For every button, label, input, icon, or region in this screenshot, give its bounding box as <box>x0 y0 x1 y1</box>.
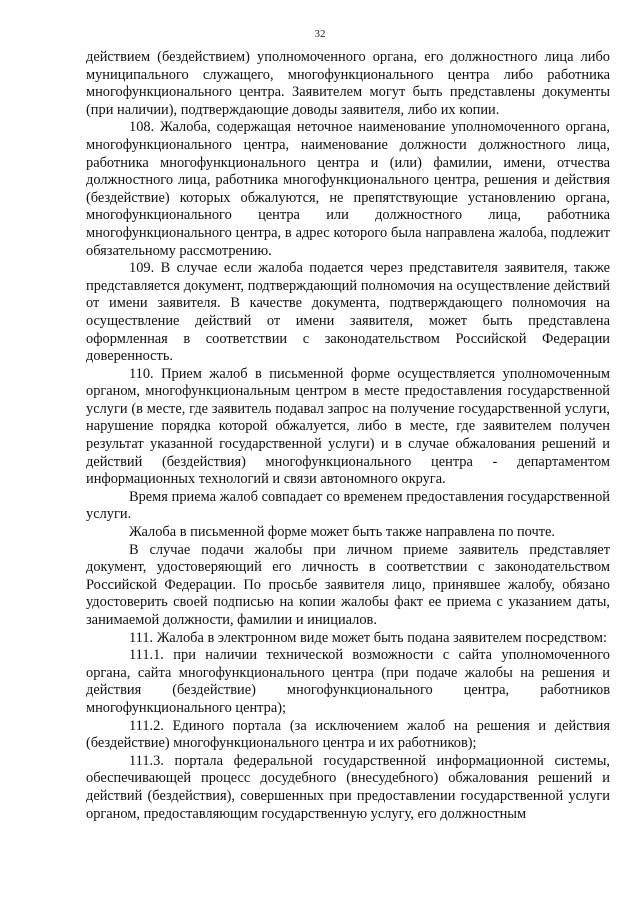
paragraph-personal-reception: В случае подачи жалобы при личном приеме заявитель представляет документ, удостоверяющий его личность в соответствии с законодательством Российской Федерации. По просьбе заявителя лицо, принявшее жалобу, обязано удостоверить своей подписью на копии жалобы факт ее приема с указанием даты, занимаемой должности, фамилии и инициалов. <box>86 541 610 628</box>
paragraph-by-mail: Жалоба в письменной форме может быть также направлена по почте. <box>129 524 556 541</box>
paragraph-111-3: 111.3. портала федеральной государственной информационной системы, обеспечивающей процесс досудебного (внесудебного) обжалования решений и действий (бездействия), совершенных при предоставлении государственной услуги органом, предоставляющим государственную услугу, его должностным <box>86 752 610 822</box>
body-text <box>86 49 610 823</box>
paragraph-111-2: 111.2. Единого портала (за исключением жалоб на решения и действия (бездействие) многофункционального центра и их работников); <box>86 717 610 752</box>
page-number: 32 <box>314 28 326 40</box>
paragraph-111-1: 111.1. при наличии технической возможности с сайта уполномоченного органа, сайта многофункционального центра (при подаче жалобы на решения и действия (бездействие) многофункционального центра, работников многофункционального центра); <box>86 647 610 716</box>
paragraph-108: 108. Жалоба, содержащая неточное наименование уполномоченного органа, многофункционального центра, наименование должности должностного лица, работника многофункционального центра и (или) фамилии, имени, отчества должностного лица, работника многофункционального центра, решения и действия (бездействие) которых обжалуются, не препятствующие установлению органа, многофункционального центра или должностного лица, работника многофункционального центра, в адрес которого была направлена жалоба, подлежит обязательному рассмотрению. <box>86 119 610 259</box>
paragraph-111: 111. Жалоба в электронном виде может быть подана заявителем посредством: <box>129 629 607 646</box>
paragraph-reception-time: Время приема жалоб совпадает со временем предоставления государственной услуги. <box>86 488 610 523</box>
paragraph-109: 109. В случае если жалоба подается через представителя заявителя, также представляется документ, подтверждающий полномочия на осуществление действий от имени заявителя. В качестве документа, подтверждающего полномочия на осуществление действий от имени заявителя, может быть представлена оформленная в соответствии с законодательством Российской Федерации доверенность. <box>86 260 610 365</box>
paragraph-continuation: действием (бездействием) уполномоченного органа, его должностного лица либо муниципального служащего, многофункционального центра либо работника многофункционального центра. Заявителем могут быть представлены документы (при наличии), подтверждающие доводы заявителя, либо их копии. <box>86 49 610 118</box>
paragraph-110: 110. Прием жалоб в письменной форме осуществляется уполномоченным органом, многофункциональным центром в месте предоставления государственной услуги (в месте, где заявитель подавал запрос на получение государственной услуги, нарушение порядка которой обжалуется, либо в месте, где заявителем получен результат указанной государственной услуги) и в случае обжалования решений и действий (бездействия) многофункционального центра - департаментом информационных технологий и связи автономного округа. <box>86 365 610 488</box>
